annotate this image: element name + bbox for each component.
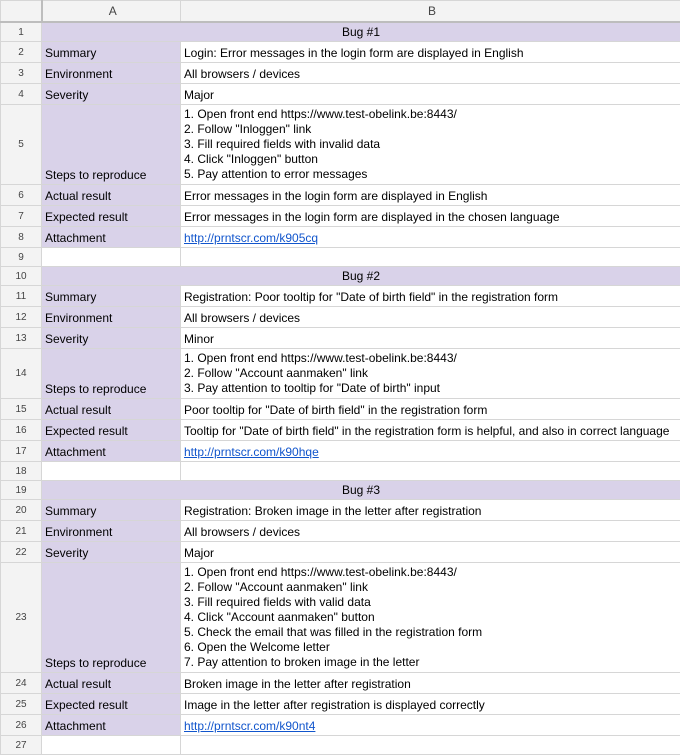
select-all-corner[interactable] bbox=[1, 1, 42, 23]
table-row bbox=[1, 500, 680, 521]
table-row bbox=[1, 399, 680, 420]
empty-cell[interactable] bbox=[181, 736, 680, 755]
row-header[interactable]: 20 bbox=[1, 500, 42, 521]
value-cell[interactable]: Poor tooltip for "Date of birth field" in the registration form bbox=[181, 399, 680, 420]
step-line: 2. Follow "Account aanmaken" link bbox=[184, 580, 680, 595]
value-cell[interactable]: Major bbox=[181, 542, 680, 563]
value-cell[interactable]: All browsers / devices bbox=[181, 307, 680, 328]
row-header[interactable]: 14 bbox=[1, 349, 42, 399]
label-cell[interactable]: Actual result bbox=[42, 185, 181, 206]
label-cell[interactable]: Severity bbox=[42, 328, 181, 349]
row-header[interactable]: 7 bbox=[1, 206, 42, 227]
value-cell[interactable]: All browsers / devices bbox=[181, 521, 680, 542]
step-line: 3. Fill required fields with valid data bbox=[184, 595, 680, 610]
step-line: 1. Open front end https://www.test-obelink.be:8443/ bbox=[184, 565, 680, 580]
table-row bbox=[1, 349, 680, 399]
row-header[interactable]: 25 bbox=[1, 694, 42, 715]
table-row bbox=[1, 542, 680, 563]
table-row bbox=[1, 63, 680, 84]
table-row bbox=[1, 715, 680, 736]
table-row bbox=[1, 328, 680, 349]
value-cell[interactable]: Broken image in the letter after registration bbox=[181, 673, 680, 694]
value-cell[interactable] bbox=[181, 227, 680, 248]
empty-cell[interactable] bbox=[181, 248, 680, 267]
label-cell[interactable]: Summary bbox=[42, 286, 181, 307]
label-cell[interactable]: Environment bbox=[42, 307, 181, 328]
row-header[interactable]: 21 bbox=[1, 521, 42, 542]
step-line: 4. Click "Account aanmaken" button bbox=[184, 610, 680, 625]
table-row bbox=[1, 185, 680, 206]
row-header[interactable]: 13 bbox=[1, 328, 42, 349]
step-line: 4. Click "Inloggen" button bbox=[184, 152, 680, 167]
label-cell[interactable]: Summary bbox=[42, 42, 181, 63]
table-row bbox=[1, 521, 680, 542]
value-cell[interactable]: Registration: Broken image in the letter after registration bbox=[181, 500, 680, 521]
table-row bbox=[1, 694, 680, 715]
empty-cell[interactable] bbox=[42, 248, 181, 267]
value-cell[interactable]: Error messages in the login form are displayed in the chosen language bbox=[181, 206, 680, 227]
row-header[interactable]: 24 bbox=[1, 673, 42, 694]
table-row bbox=[1, 42, 680, 63]
label-cell[interactable]: Severity bbox=[42, 84, 181, 105]
steps-cell[interactable] bbox=[181, 349, 680, 399]
table-row bbox=[1, 227, 680, 248]
bug-title-cell[interactable]: Bug #2 bbox=[42, 267, 680, 286]
table-row bbox=[1, 286, 680, 307]
row-header[interactable]: 16 bbox=[1, 420, 42, 441]
bug-title-cell[interactable]: Bug #3 bbox=[42, 481, 680, 500]
label-cell[interactable]: Attachment bbox=[42, 715, 181, 736]
step-line: 2. Follow "Account aanmaken" link bbox=[184, 366, 680, 381]
table-row bbox=[1, 84, 680, 105]
row-header[interactable]: 9 bbox=[1, 248, 42, 267]
label-cell[interactable]: Steps to reproduce bbox=[42, 349, 181, 399]
value-cell[interactable]: Registration: Poor tooltip for "Date of birth field" in the registration form bbox=[181, 286, 680, 307]
value-cell[interactable]: Minor bbox=[181, 328, 680, 349]
value-cell[interactable]: Tooltip for "Date of birth field" in the registration form is helpful, and also in correct language bbox=[181, 420, 680, 441]
row-header[interactable]: 10 bbox=[1, 267, 42, 286]
row-header[interactable]: 1 bbox=[1, 22, 42, 42]
row-header[interactable]: 22 bbox=[1, 542, 42, 563]
step-line: 1. Open front end https://www.test-obelink.be:8443/ bbox=[184, 351, 680, 366]
row-header[interactable]: 8 bbox=[1, 227, 42, 248]
value-cell[interactable]: Error messages in the login form are displayed in English bbox=[181, 185, 680, 206]
empty-cell[interactable] bbox=[181, 462, 680, 481]
table-row bbox=[1, 462, 680, 481]
step-line: 1. Open front end https://www.test-obelink.be:8443/ bbox=[184, 107, 680, 122]
row-header[interactable]: 26 bbox=[1, 715, 42, 736]
table-row bbox=[1, 736, 680, 755]
label-cell[interactable]: Steps to reproduce bbox=[42, 105, 181, 185]
table-row bbox=[1, 563, 680, 673]
row-header[interactable]: 23 bbox=[1, 563, 42, 673]
row-header[interactable]: 11 bbox=[1, 286, 42, 307]
value-cell[interactable]: Image in the letter after registration is displayed correctly bbox=[181, 694, 680, 715]
row-header[interactable]: 2 bbox=[1, 42, 42, 63]
label-cell[interactable]: Expected result bbox=[42, 694, 181, 715]
row-header[interactable]: 18 bbox=[1, 462, 42, 481]
label-cell[interactable]: Summary bbox=[42, 500, 181, 521]
row-header[interactable]: 12 bbox=[1, 307, 42, 328]
table-row bbox=[1, 22, 680, 42]
table-row bbox=[1, 105, 680, 185]
table-row bbox=[1, 420, 680, 441]
table-row bbox=[1, 206, 680, 227]
bug-title-cell[interactable]: Bug #1 bbox=[42, 22, 680, 42]
label-cell[interactable]: Steps to reproduce bbox=[42, 563, 181, 673]
label-cell[interactable]: Expected result bbox=[42, 206, 181, 227]
attachment-link[interactable]: http://prntscr.com/k90nt4 bbox=[184, 719, 315, 733]
row-header[interactable]: 3 bbox=[1, 63, 42, 84]
row-header[interactable]: 5 bbox=[1, 105, 42, 185]
step-line: 5. Pay attention to error messages bbox=[184, 167, 680, 182]
value-cell[interactable]: All browsers / devices bbox=[181, 63, 680, 84]
label-cell[interactable]: Severity bbox=[42, 542, 181, 563]
table-row bbox=[1, 673, 680, 694]
value-cell[interactable]: Login: Error messages in the login form are displayed in English bbox=[181, 42, 680, 63]
attachment-link[interactable]: http://prntscr.com/k905cq bbox=[184, 231, 318, 245]
table-row bbox=[1, 441, 680, 462]
attachment-link[interactable]: http://prntscr.com/k90hqe bbox=[184, 445, 319, 459]
row-header[interactable]: 27 bbox=[1, 736, 42, 755]
table-row bbox=[1, 307, 680, 328]
empty-cell[interactable] bbox=[42, 462, 181, 481]
table-row bbox=[1, 267, 680, 286]
label-cell[interactable]: Attachment bbox=[42, 227, 181, 248]
value-cell[interactable]: Major bbox=[181, 84, 680, 105]
label-cell[interactable]: Actual result bbox=[42, 399, 181, 420]
steps-cell[interactable] bbox=[181, 563, 680, 673]
column-header-a[interactable]: A bbox=[42, 1, 181, 23]
step-line: 7. Pay attention to broken image in the letter bbox=[184, 655, 680, 670]
row-header[interactable]: 4 bbox=[1, 84, 42, 105]
label-cell[interactable]: Environment bbox=[42, 521, 181, 542]
row-header[interactable]: 6 bbox=[1, 185, 42, 206]
step-line: 2. Follow "Inloggen" link bbox=[184, 122, 680, 137]
column-header-row bbox=[1, 1, 680, 23]
label-cell[interactable]: Actual result bbox=[42, 673, 181, 694]
row-header[interactable]: 15 bbox=[1, 399, 42, 420]
table-row bbox=[1, 248, 680, 267]
step-line: 5. Check the email that was filled in the registration form bbox=[184, 625, 680, 640]
empty-cell[interactable] bbox=[42, 736, 181, 755]
value-cell[interactable] bbox=[181, 715, 680, 736]
column-header-b[interactable]: B bbox=[181, 1, 680, 23]
step-line: 6. Open the Welcome letter bbox=[184, 640, 680, 655]
row-header[interactable]: 19 bbox=[1, 481, 42, 500]
value-cell[interactable] bbox=[181, 441, 680, 462]
label-cell[interactable]: Expected result bbox=[42, 420, 181, 441]
label-cell[interactable]: Environment bbox=[42, 63, 181, 84]
steps-cell[interactable] bbox=[181, 105, 680, 185]
table-row bbox=[1, 481, 680, 500]
step-line: 3. Pay attention to tooltip for "Date of birth" input bbox=[184, 381, 680, 396]
step-line: 3. Fill required fields with invalid data bbox=[184, 137, 680, 152]
label-cell[interactable]: Attachment bbox=[42, 441, 181, 462]
row-header[interactable]: 17 bbox=[1, 441, 42, 462]
